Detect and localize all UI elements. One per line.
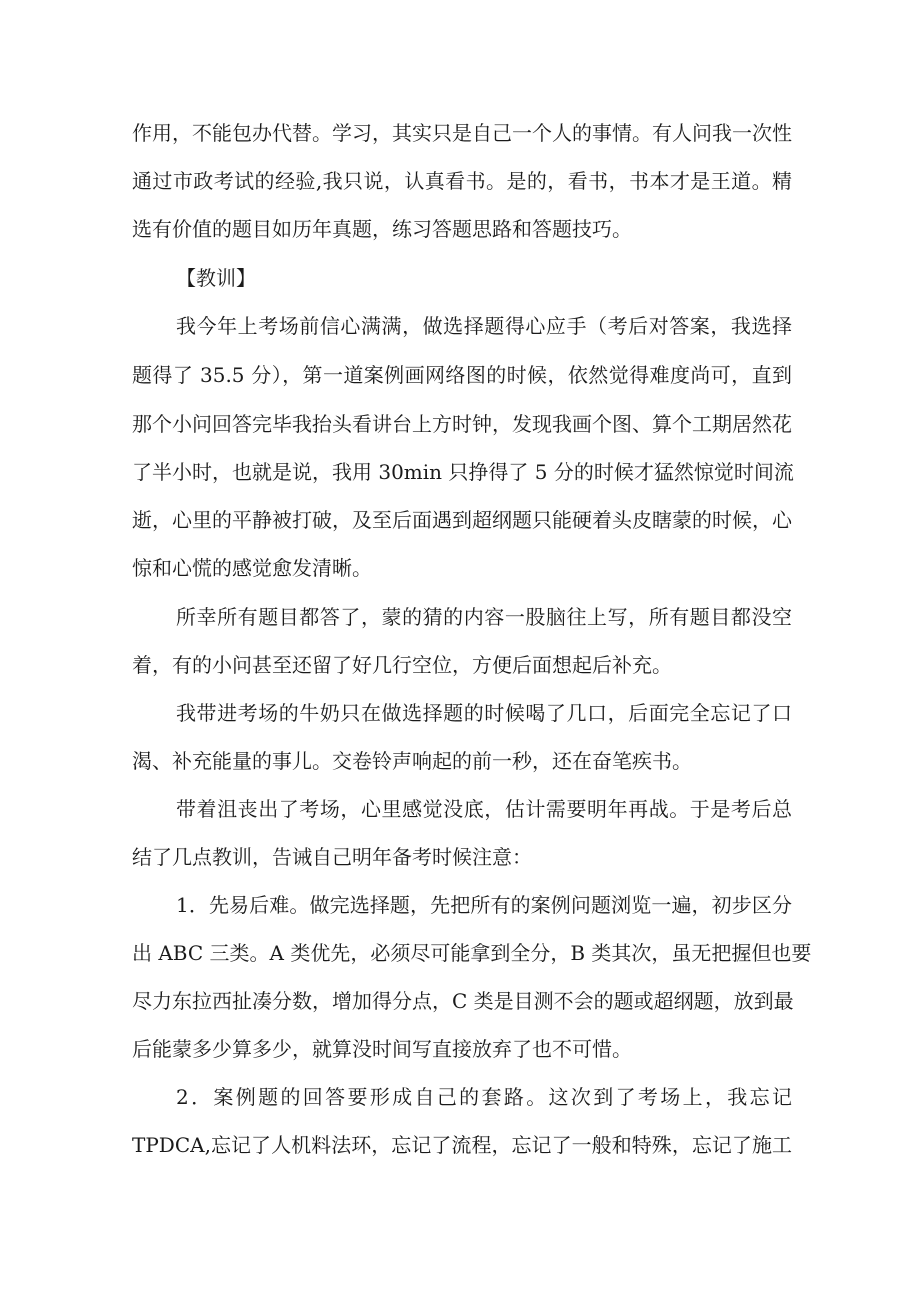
intro-line-3: 选有价值的题目如历年真题，练习答题思路和答题技巧。 — [132, 217, 632, 241]
exam-line-2: 题得了 35.5 分），第一道案例画网络图的时候，依然觉得难度尚可，直到 — [132, 363, 792, 387]
lesson-1-line-2: 出 ABC 三类。A 类优先，必须尽可能拿到全分，B 类其次，虽无把握但也要 — [132, 941, 812, 965]
lesson-1-line-1: 1．先易后难。做完选择题，先把所有的案例问题浏览一遍，初步区分 — [176, 893, 792, 917]
section-heading: 【教训】 — [176, 266, 256, 290]
lesson-2-line-1: 2．案例题的回答要形成自己的套路。这次到了考场上，我忘记 — [176, 1085, 792, 1109]
milk-line-1: 我带进考场的牛奶只在做选择题的时候喝了几口，后面完全忘记了口 — [176, 701, 792, 725]
milk-line-2: 渴、补充能量的事儿。交卷铃声响起的前一秒，还在奋笔疾书。 — [132, 749, 692, 773]
answered-line-1: 所幸所有题目都答了，蒙的猜的内容一股脑往上写，所有题目都没空 — [176, 605, 792, 629]
exam-line-3: 那个小问回答完毕我抬头看讲台上方时钟，发现我画个图、算个工期居然花 — [132, 412, 792, 436]
exam-line-4: 了半小时，也就是说，我用 30min 只挣得了 5 分的时候才猛然惊觉时间流 — [132, 460, 794, 484]
exam-line-6: 惊和心慌的感觉愈发清晰。 — [132, 556, 372, 580]
exam-line-5: 逝，心里的平静被打破，及至后面遇到超纲题只能硬着头皮瞎蒙的时候，心 — [132, 508, 792, 532]
answered-line-2: 着，有的小问甚至还留了好几行空位，方便后面想起后补充。 — [132, 653, 672, 677]
intro-line-1: 作用，不能包办代替。学习，其实只是自己一个人的事情。有人问我一次性 — [132, 121, 792, 145]
lesson-2-line-2: TPDCA,忘记了人机料法环，忘记了流程，忘记了一般和特殊，忘记了施工 — [132, 1133, 792, 1157]
intro-line-2: 通过市政考试的经验,我只说，认真看书。是的，看书，书本才是王道。精 — [132, 169, 792, 193]
lesson-1-line-4: 后能蒙多少算多少，就算没时间写直接放弃了也不可惜。 — [132, 1037, 632, 1061]
summary-line-2: 结了几点教训，告诫自己明年备考时候注意： — [132, 845, 532, 869]
summary-line-1: 带着沮丧出了考场，心里感觉没底，估计需要明年再战。于是考后总 — [176, 797, 792, 821]
exam-line-1: 我今年上考场前信心满满，做选择题得心应手（考后对答案，我选择 — [176, 314, 792, 338]
lesson-1-line-3: 尽力东拉西扯凑分数，增加得分点，C 类是目测不会的题或超纲题，放到最 — [132, 989, 794, 1013]
